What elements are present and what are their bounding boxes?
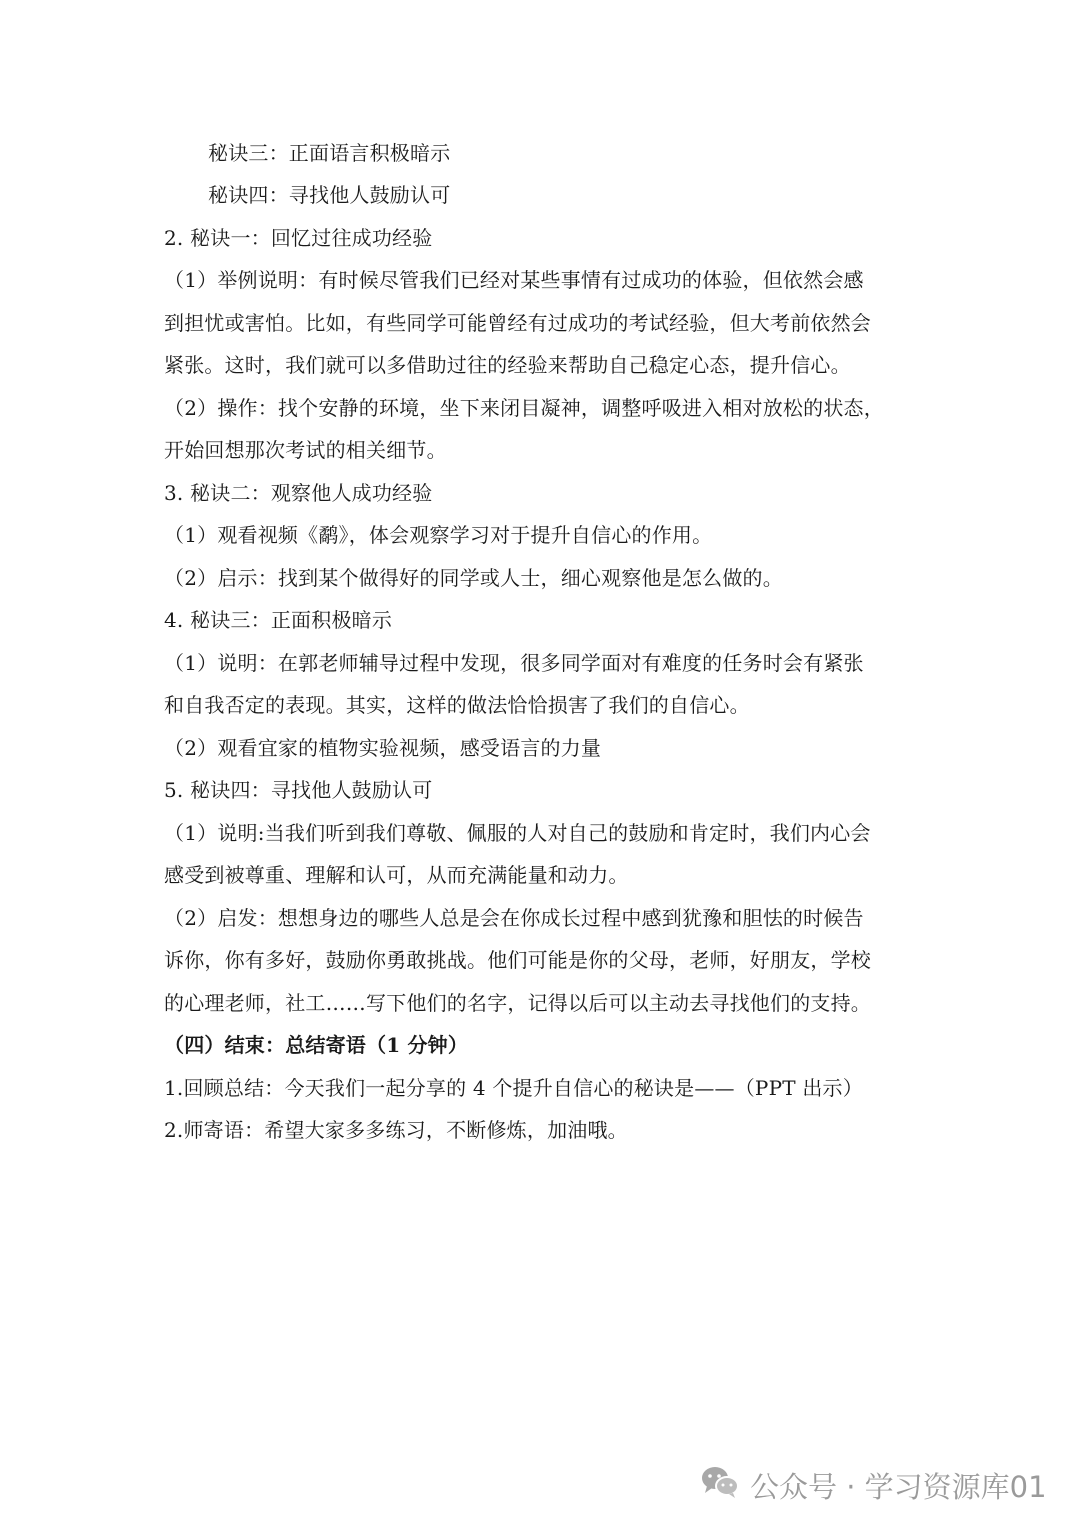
text-line: （1）举例说明：有时候尽管我们已经对某些事情有过成功的体验，但依然会感 (164, 268, 864, 292)
text-line: 秘诀四：寻找他人鼓励认可 (208, 183, 451, 207)
text-line: （1）说明：在郭老师辅导过程中发现，很多同学面对有难度的任务时会有紧张 (164, 651, 864, 675)
section-heading: 5. 秘诀四：寻找他人鼓励认可 (164, 778, 433, 802)
text-line: 感受到被尊重、理解和认可，从而充满能量和动力。 (164, 863, 629, 887)
text-line: 开始回想那次考试的相关细节。 (164, 438, 447, 462)
text-line: （2）观看宜家的植物实验视频，感受语言的力量 (164, 736, 602, 760)
text-line: 诉你，你有多好，鼓励你勇敢挑战。他们可能是你的父母，老师，好朋友，学校 (164, 948, 871, 972)
text-line: 和自我否定的表现。其实，这样的做法恰恰损害了我们的自信心。 (164, 693, 750, 717)
text-line: （2）启示：找到某个做得好的同学或人士，细心观察他是怎么做的。 (164, 566, 783, 590)
text-line: （1）说明:当我们听到我们尊敬、佩服的人对自己的鼓励和肯定时，我们内心会 (164, 821, 871, 845)
watermark (700, 1460, 1047, 1510)
text-line: 2.师寄语：希望大家多多练习，不断修炼，加油哦。 (164, 1118, 628, 1142)
text-line: 紧张。这时，我们就可以多借助过往的经验来帮助自己稳定心态，提升信心。 (164, 353, 851, 377)
text-line: 1.回顾总结：今天我们一起分享的 4 个提升自信心的秘诀是——（PPT 出示） (164, 1076, 863, 1100)
section-heading: 2. 秘诀一：回忆过往成功经验 (164, 226, 433, 250)
text-line: （2）操作：找个安静的环境，坐下来闭目凝神，调整呼吸进入相对放松的状态， (164, 396, 884, 420)
section-heading: 3. 秘诀二：观察他人成功经验 (164, 481, 433, 505)
text-line: 的心理老师，社工……写下他们的名字，记得以后可以主动去寻找他们的支持。 (164, 991, 871, 1015)
wechat-icon (700, 1465, 740, 1506)
section-heading: 4. 秘诀三：正面积极暗示 (164, 608, 393, 632)
text-line: （2）启发：想想身边的哪些人总是会在你成长过程中感到犹豫和胆怯的时候告 (164, 906, 864, 930)
text-line: 到担忧或害怕。比如，有些同学可能曾经有过成功的考试经验，但大考前依然会 (164, 311, 871, 335)
watermark-text: 公众号 · 学习资源库01 (750, 1469, 1047, 1504)
text-line: 秘诀三：正面语言积极暗示 (208, 141, 451, 165)
section-heading-bold: （四）结束：总结寄语（1 分钟） (164, 1033, 469, 1057)
text-line: （1）观看视频《鹬》，体会观察学习对于提升自信心的作用。 (164, 523, 713, 547)
